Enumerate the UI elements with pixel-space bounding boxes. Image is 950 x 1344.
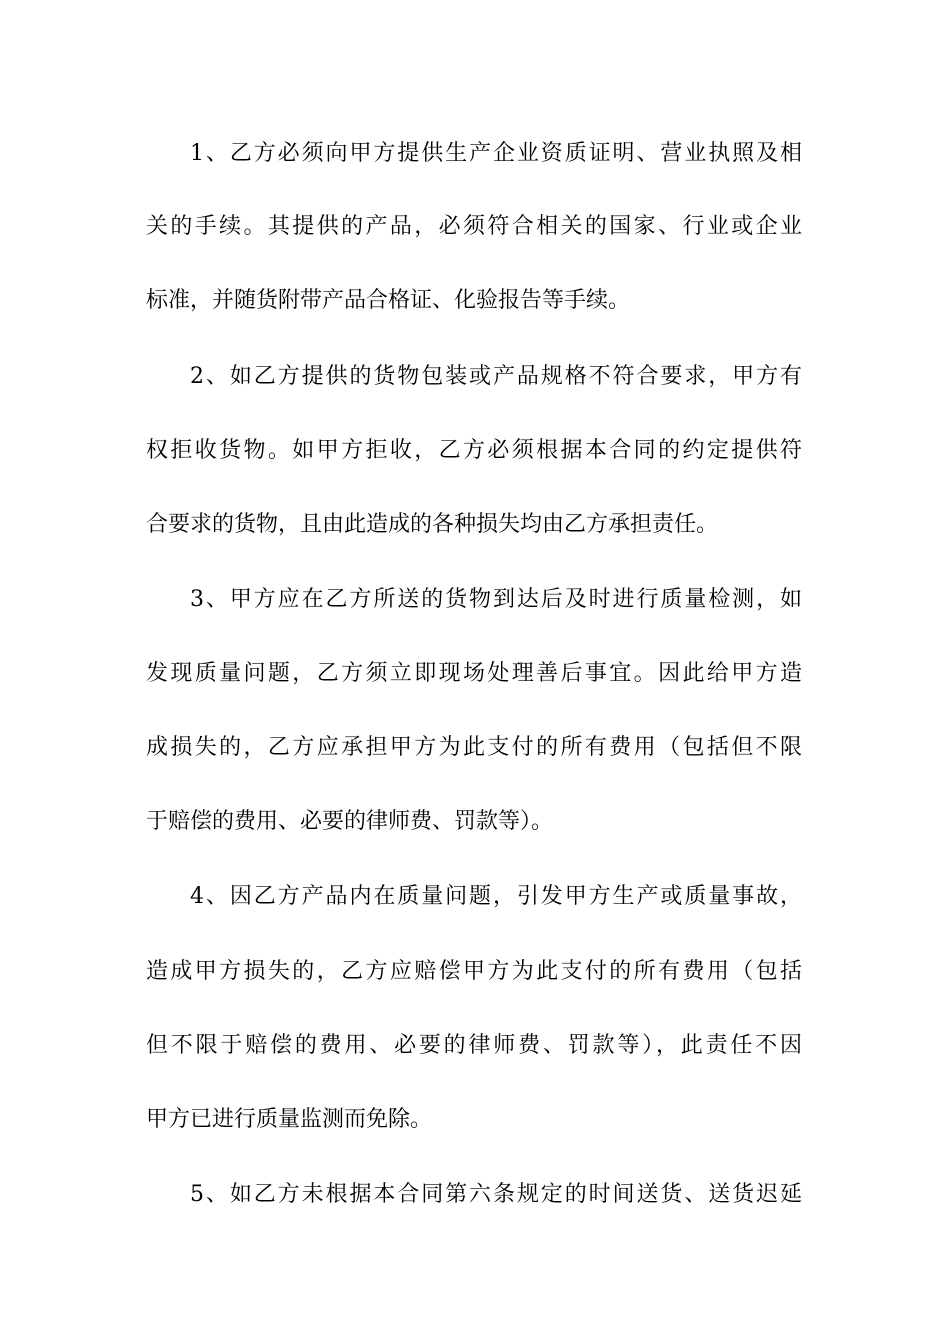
text-line-5: 权拒收货物。如甲方拒收，乙方必须根据本合同的约定提供符 — [146, 438, 802, 463]
text-line-9: 成损失的，乙方应承担甲方为此支付的所有费用（包括但不限 — [146, 735, 802, 760]
text-line-6: 合要求的货物，且由此造成的各种损失均由乙方承担责任。 — [146, 512, 719, 537]
text-line-14: 甲方已进行质量监测而免除。 — [146, 1107, 433, 1132]
text-line-11: 4、因乙方产品内在质量问题，引发甲方生产或质量事故， — [190, 884, 802, 909]
text-line-7: 3、甲方应在乙方所送的货物到达后及时进行质量检测，如 — [190, 587, 802, 612]
text-line-10: 于赔偿的费用、必要的律师费、罚款等）。 — [146, 809, 554, 834]
text-line-15: 5、如乙方未根据本合同第六条规定的时间送货、送货迟延 — [190, 1182, 802, 1207]
text-line-2: 关的手续。其提供的产品，必须符合相关的国家、行业或企业 — [146, 214, 802, 239]
text-line-12: 造成甲方损失的，乙方应赔偿甲方为此支付的所有费用（包括 — [146, 959, 802, 984]
text-line-8: 发现质量问题，乙方须立即现场处理善后事宜。因此给甲方造 — [146, 661, 802, 686]
text-line-4: 2、如乙方提供的货物包装或产品规格不符合要求，甲方有 — [190, 364, 802, 389]
text-line-3: 标准，并随货附带产品合格证、化验报告等手续。 — [146, 288, 631, 313]
text-line-1: 1、乙方必须向甲方提供生产企业资质证明、营业执照及相 — [190, 141, 802, 166]
text-line-13: 但不限于赔偿的费用、必要的律师费、罚款等），此责任不因 — [146, 1033, 802, 1058]
